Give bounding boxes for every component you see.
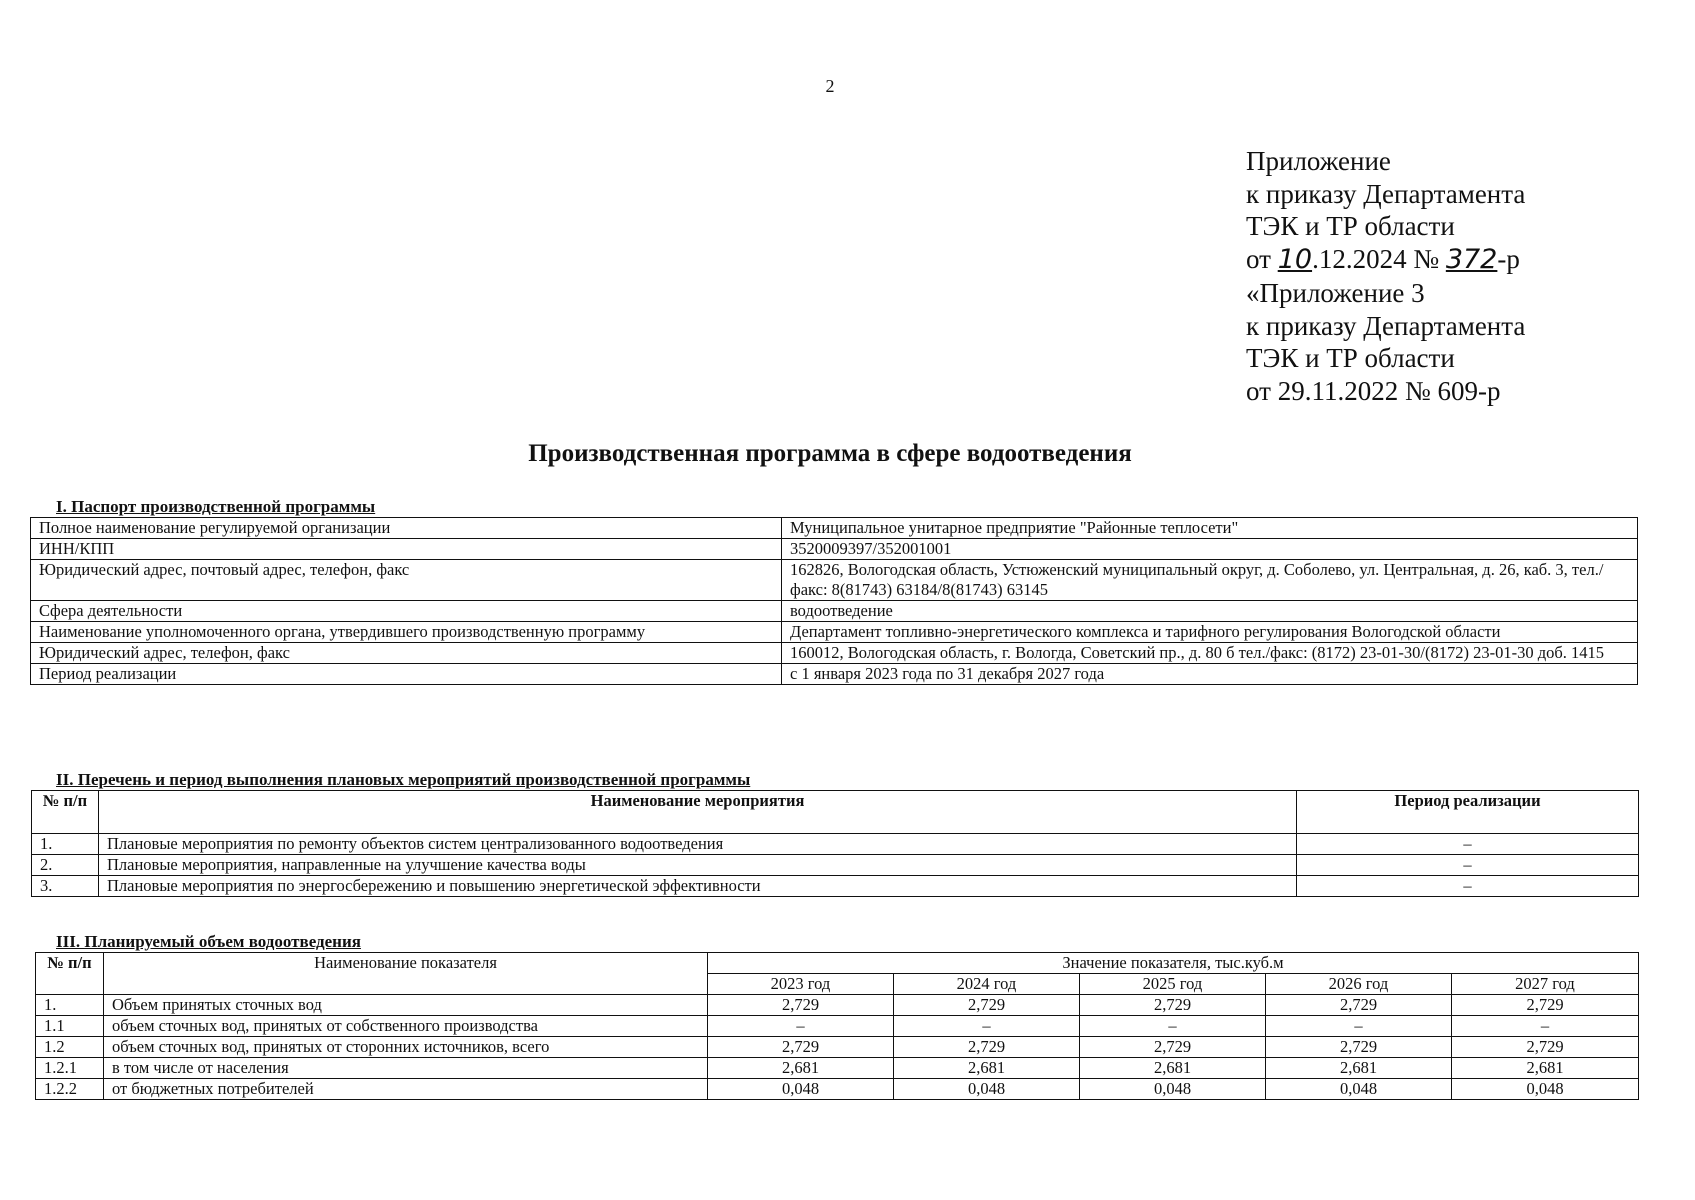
order-suffix: -р xyxy=(1497,244,1520,275)
handwritten-day: 10 xyxy=(1277,244,1313,276)
indicator-value: – xyxy=(1266,1016,1452,1037)
row-number: 1.2.1 xyxy=(36,1058,104,1079)
passport-label: Период реализации xyxy=(31,664,782,685)
table-row xyxy=(36,1016,1639,1037)
indicator-value: 2,729 xyxy=(894,1037,1080,1058)
passport-value: Департамент топливно-энергетического комплекса и тарифного регулирования Вологодской области xyxy=(782,622,1638,643)
passport-value: 160012, Вологодская область, г. Вологда, Советский пр., д. 80 б тел./факс: (8172) 23-01-30/(8172) 23-01-30 доб. 1415 xyxy=(782,643,1638,664)
measure-period: – xyxy=(1297,855,1639,876)
measure-name: Плановые мероприятия по энергосбережению и повышению энергетической эффективности xyxy=(99,876,1297,897)
indicator-value: 2,729 xyxy=(708,1037,894,1058)
indicator-value: 0,048 xyxy=(1452,1079,1639,1100)
section-3-heading: III. Планируемый объем водоотведения xyxy=(56,932,361,951)
table-row xyxy=(36,1058,1639,1079)
table-row xyxy=(31,643,1638,664)
appendix-line: Приложение xyxy=(1246,146,1391,176)
passport-label: Полное наименование регулируемой организации xyxy=(31,518,782,539)
col-header-period: Период реализации xyxy=(1297,791,1639,834)
document-title: Производственная программа в сфере водоотведения xyxy=(528,440,1132,467)
section-2-heading: II. Перечень и период выполнения плановых мероприятий производственной программы xyxy=(56,770,751,789)
row-number: 1.1 xyxy=(36,1016,104,1037)
indicator-value: 2,729 xyxy=(1080,1037,1266,1058)
measures-table xyxy=(31,790,1639,897)
table-row xyxy=(32,834,1639,855)
appendix-block xyxy=(1246,145,1525,408)
table-row xyxy=(32,876,1639,897)
appendix-line: от 29.11.2022 № 609-р xyxy=(1246,375,1501,406)
table-row xyxy=(31,601,1638,622)
passport-label: Сфера деятельности xyxy=(31,601,782,622)
year-header: 2023 год xyxy=(708,974,894,995)
indicator-value: 2,681 xyxy=(708,1058,894,1079)
passport-label: Наименование уполномоченного органа, утвердившего производственную программу xyxy=(31,622,782,643)
indicator-value: 2,729 xyxy=(1266,995,1452,1016)
indicator-name: объем сточных вод, принятых от собственного производства xyxy=(104,1016,708,1037)
indicator-value: 0,048 xyxy=(1080,1079,1266,1100)
indicator-name: Объем принятых сточных вод xyxy=(104,995,708,1016)
year-header: 2027 год xyxy=(1452,974,1639,995)
indicator-value: – xyxy=(1452,1016,1639,1037)
passport-value: Муниципальное унитарное предприятие "Районные теплосети" xyxy=(782,518,1638,539)
section-1-heading: I. Паспорт производственной программы xyxy=(56,497,376,516)
table-row xyxy=(31,518,1638,539)
handwritten-number: 372 xyxy=(1445,244,1498,276)
order-prefix: от xyxy=(1246,244,1278,275)
measure-name: Плановые мероприятия по ремонту объектов систем централизованного водоотведения xyxy=(99,834,1297,855)
table-row xyxy=(31,622,1638,643)
order-date: .12.2024 № xyxy=(1312,244,1446,275)
passport-value: водоотведение xyxy=(782,601,1638,622)
indicator-value: 2,681 xyxy=(1080,1058,1266,1079)
indicator-value: 2,681 xyxy=(894,1058,1080,1079)
indicator-value: 2,729 xyxy=(1080,995,1266,1016)
row-number: 1. xyxy=(32,834,99,855)
indicator-value: 2,681 xyxy=(1266,1058,1452,1079)
table-row xyxy=(36,995,1639,1016)
appendix-line: к приказу Департамента xyxy=(1246,178,1526,209)
year-header: 2026 год xyxy=(1266,974,1452,995)
passport-value: 162826, Вологодская область, Устюженский муниципальный округ, д. Соболево, ул. Центральная, д. 26, каб. 3, тел./факс: 8(81743) 63184/8(81743) 63145 xyxy=(782,560,1638,601)
indicator-value: 2,729 xyxy=(1266,1037,1452,1058)
appendix-order-line xyxy=(1246,243,1525,277)
indicator-value: 2,729 xyxy=(1452,995,1639,1016)
row-number: 2. xyxy=(32,855,99,876)
indicator-value: 2,681 xyxy=(1452,1058,1639,1079)
indicator-value: – xyxy=(894,1016,1080,1037)
measure-period: – xyxy=(1297,876,1639,897)
col-header-num: № п/п xyxy=(36,953,104,995)
passport-table xyxy=(30,517,1638,685)
row-number: 3. xyxy=(32,876,99,897)
col-header-name: Наименование мероприятия xyxy=(99,791,1297,834)
year-header: 2024 год xyxy=(894,974,1080,995)
indicator-name: объем сточных вод, принятых от сторонних источников, всего xyxy=(104,1037,708,1058)
passport-value: 3520009397/352001001 xyxy=(782,539,1638,560)
appendix-line: ТЭК и ТР области xyxy=(1246,211,1455,242)
volume-table xyxy=(35,952,1639,1100)
passport-value: с 1 января 2023 года по 31 декабря 2027 года xyxy=(782,664,1638,685)
indicator-value: – xyxy=(708,1016,894,1037)
passport-label: ИНН/КПП xyxy=(31,539,782,560)
indicator-value: 2,729 xyxy=(894,995,1080,1016)
table-row xyxy=(31,560,1638,601)
passport-label: Юридический адрес, телефон, факс xyxy=(31,643,782,664)
indicator-value: – xyxy=(1080,1016,1266,1037)
row-number: 1. xyxy=(36,995,104,1016)
appendix-line: к приказу Департамента xyxy=(1246,310,1526,341)
measure-period: – xyxy=(1297,834,1639,855)
indicator-name: от бюджетных потребителей xyxy=(104,1079,708,1100)
indicator-value: 0,048 xyxy=(708,1079,894,1100)
table-row xyxy=(31,539,1638,560)
appendix-line: «Приложение 3 xyxy=(1246,277,1425,308)
table-row xyxy=(36,1079,1639,1100)
indicator-value: 0,048 xyxy=(1266,1079,1452,1100)
indicator-name: в том числе от населения xyxy=(104,1058,708,1079)
indicator-value: 2,729 xyxy=(708,995,894,1016)
indicator-value: 2,729 xyxy=(1452,1037,1639,1058)
appendix-line: ТЭК и ТР области xyxy=(1246,343,1455,374)
table-row xyxy=(36,1037,1639,1058)
year-header: 2025 год xyxy=(1080,974,1266,995)
row-number: 1.2.2 xyxy=(36,1079,104,1100)
indicator-value: 0,048 xyxy=(894,1079,1080,1100)
passport-label: Юридический адрес, почтовый адрес, телефон, факс xyxy=(31,560,782,601)
col-header-name: Наименование показателя xyxy=(104,953,708,995)
col-header-num: № п/п xyxy=(32,791,99,834)
table-row xyxy=(32,855,1639,876)
measure-name: Плановые мероприятия, направленные на улучшение качества воды xyxy=(99,855,1297,876)
table-row xyxy=(31,664,1638,685)
page-number: 2 xyxy=(825,76,835,96)
row-number: 1.2 xyxy=(36,1037,104,1058)
col-header-value: Значение показателя, тыс.куб.м xyxy=(708,953,1639,974)
